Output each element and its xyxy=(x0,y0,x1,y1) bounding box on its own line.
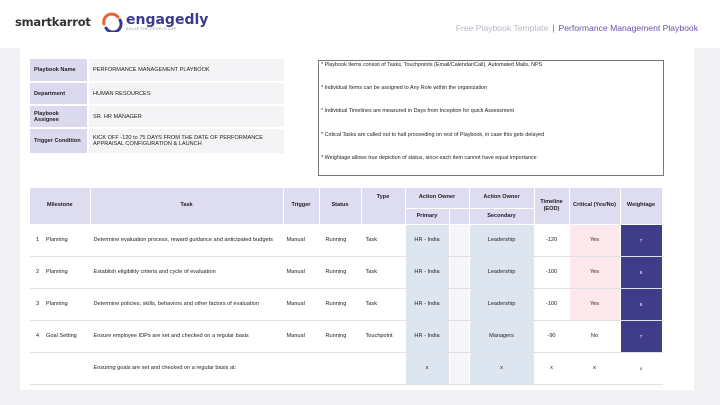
note-item: * Individual Items can be assigned to Any Role within the organization xyxy=(321,85,488,92)
type-cell: Task xyxy=(361,288,405,320)
note-item: * Critical Tasks are called out to halt proceeding on rest of Playbook, in case this gets delayed xyxy=(321,131,545,138)
playbook-title: Performance Management Playbook xyxy=(558,23,698,33)
primary-owner-cell: HR - India xyxy=(405,224,449,256)
meta-value: SR. HR MANAGER xyxy=(88,105,284,128)
playbook-meta-table xyxy=(30,59,284,155)
trigger-cell: Manual xyxy=(283,320,319,352)
primary-owner-cell: x xyxy=(405,352,449,384)
timeline-cell: -100 xyxy=(534,288,569,320)
meta-row xyxy=(30,82,284,105)
owner-spacer-cell xyxy=(449,352,469,384)
weightage-cell: 7 xyxy=(620,224,662,256)
engagedly-logo xyxy=(101,12,208,32)
critical-cell: No xyxy=(569,320,620,352)
playbook-task-table xyxy=(30,188,663,385)
table-row xyxy=(30,352,662,384)
secondary-owner-cell: Leadership xyxy=(469,288,534,320)
col-header-trigger: Trigger xyxy=(283,188,319,224)
col-header-action-owner-secondary: Action Owner xyxy=(469,188,534,208)
meta-row xyxy=(30,105,284,128)
secondary-owner-cell: Managers xyxy=(469,320,534,352)
type-cell xyxy=(361,352,405,384)
weightage-cell: 7 xyxy=(620,320,662,352)
meta-label: Department xyxy=(30,82,88,105)
weightage-cell: x xyxy=(620,352,662,384)
meta-row xyxy=(30,59,284,82)
engagedly-wordmark: engagedly xyxy=(126,11,209,28)
notes-box xyxy=(318,60,664,176)
type-cell: Task xyxy=(361,224,405,256)
timeline-cell: -120 xyxy=(534,224,569,256)
col-header-critical: Critical (Yes/No) xyxy=(569,188,620,224)
table-row xyxy=(30,288,662,320)
trigger-cell xyxy=(283,352,319,384)
trigger-cell: Manual xyxy=(283,256,319,288)
owner-spacer-cell xyxy=(449,288,469,320)
col-header-status: Status xyxy=(319,188,361,224)
weightage-cell: 8 xyxy=(620,288,662,320)
smartkarrot-logo: smartkarrot xyxy=(15,15,91,29)
owner-spacer-cell xyxy=(449,224,469,256)
note-item: * Individual Timelines are measured in Days from Inception for quick Assessment xyxy=(321,108,514,115)
note-item: * Weightage allows true depiction of status, since each item cannot have equal importance xyxy=(321,154,537,161)
col-header-primary: Primary xyxy=(405,208,449,224)
critical-cell: x xyxy=(569,352,620,384)
meta-label: Playbook Name xyxy=(30,59,88,82)
task-cell: Determine evaluation process, reward guidance and anticipated budgets xyxy=(90,224,283,256)
milestone-cell: 4 Goal Setting xyxy=(30,320,90,352)
timeline-cell: -100 xyxy=(534,256,569,288)
type-cell: Task xyxy=(361,256,405,288)
secondary-owner-cell: Leadership xyxy=(469,224,534,256)
title-separator: | xyxy=(552,23,555,33)
task-cell: Ensure employee IDPs are set and checked on a regular basis xyxy=(90,320,283,352)
milestone-cell: 2 Planning xyxy=(30,256,90,288)
status-cell: Running xyxy=(319,320,361,352)
owner-spacer-cell xyxy=(449,320,469,352)
timeline-cell: -90 xyxy=(534,320,569,352)
status-cell: Running xyxy=(319,224,361,256)
weightage-cell: 8 xyxy=(620,256,662,288)
status-cell: Running xyxy=(319,256,361,288)
header-bar xyxy=(0,0,720,48)
meta-row xyxy=(30,128,284,154)
header-title xyxy=(456,23,698,33)
critical-cell: Yes xyxy=(569,256,620,288)
timeline-cell: x xyxy=(534,352,569,384)
col-header-timeline: Timeline (EOD) xyxy=(534,188,569,224)
status-cell: Running xyxy=(319,288,361,320)
status-cell xyxy=(319,352,361,384)
engagedly-tagline: SOLVE THE PEOPLE GAP xyxy=(126,26,177,31)
meta-label: Trigger Condition xyxy=(30,128,88,154)
table-row xyxy=(30,320,662,352)
milestone-cell: 3 Planning xyxy=(30,288,90,320)
meta-value: HUMAN RESOURCES xyxy=(88,82,284,105)
col-header-task: Task xyxy=(90,188,283,224)
critical-cell: Yes xyxy=(569,224,620,256)
table-row xyxy=(30,224,662,256)
col-header-type: Type xyxy=(361,188,405,224)
trigger-cell: Manual xyxy=(283,224,319,256)
primary-owner-cell: HR - India xyxy=(405,288,449,320)
note-item: * Playbook Items consist of Tasks, Touchpoints (Email/Calendar/Call), Automated Mails, NPS xyxy=(321,62,543,68)
table-row xyxy=(30,256,662,288)
col-header-milestone: Milestone xyxy=(30,188,90,224)
col-header-action-owner-primary: Action Owner xyxy=(405,188,469,208)
meta-value: KICK OFF -120 to 75 DAYS FROM THE DATE OF PERFORMANCE APPRAISAL CONFIGURATION & LAUNCH xyxy=(88,128,284,154)
milestone-cell xyxy=(30,352,90,384)
critical-cell: Yes xyxy=(569,288,620,320)
secondary-owner-cell: Leadership xyxy=(469,256,534,288)
type-cell: Touchpoint xyxy=(361,320,405,352)
trigger-cell: Manual xyxy=(283,288,319,320)
owner-spacer-cell xyxy=(449,256,469,288)
col-header-owner-spacer xyxy=(449,208,469,224)
col-header-secondary: Secondary xyxy=(469,208,534,224)
template-label: Free Playbook Template xyxy=(455,23,549,33)
meta-value: PERFORMANCE MANAGEMENT PLAYBOOK xyxy=(88,59,284,82)
primary-owner-cell: HR - India xyxy=(405,320,449,352)
col-header-weightage: Weightage xyxy=(620,188,662,224)
milestone-cell: 1 Planning xyxy=(30,224,90,256)
meta-label: Playbook Assignee xyxy=(30,105,88,128)
primary-owner-cell: HR - India xyxy=(405,256,449,288)
task-cell: Determine policies, skills, behaviors and other factors of evaluation xyxy=(90,288,283,320)
engagedly-mark-icon xyxy=(101,12,123,32)
task-cell: Ensuring goals are set and checked on a regular basis at: xyxy=(90,352,283,384)
secondary-owner-cell: x xyxy=(469,352,534,384)
task-cell: Establish eligibility criteria and cycle of evaluation xyxy=(90,256,283,288)
